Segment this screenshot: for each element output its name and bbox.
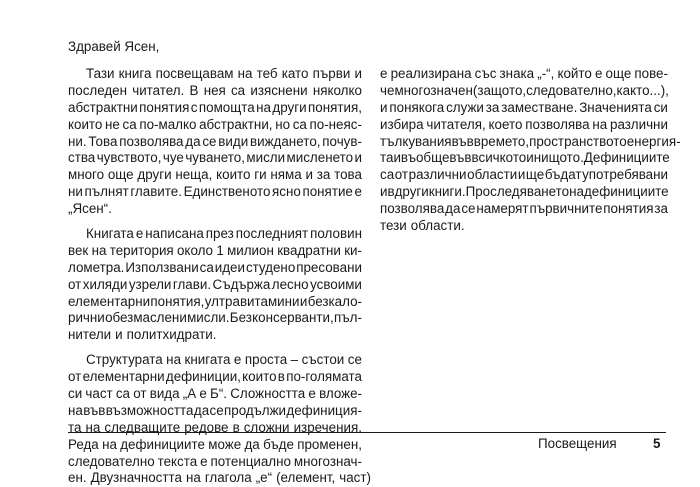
text-line: които не са по-малко абстрактни, но са по-неяс-: [68, 116, 362, 132]
text-line: та на следващите редове в сложни изречения.: [68, 419, 362, 435]
text-line: последен читател. В нея са изяснени няколко: [68, 82, 362, 98]
paragraph-gap: [68, 218, 362, 226]
text-line: следователно текста е потенциално многознач-: [68, 453, 362, 469]
text-line: ен. Двузначността на глагола „е“ (елемент, част): [68, 470, 371, 486]
text-line: та и въобще във всичкото и нищото. Дефинициите: [380, 150, 670, 166]
text-line: и в други книги. Проследяването на дефинициите: [380, 184, 669, 200]
text-line: ни. Това позволява да се види вижданетo, почув-: [68, 133, 362, 149]
text-line: избира читателя, което позволява на различни: [380, 116, 668, 132]
text-line: Книгата е написана през последният половин: [86, 226, 362, 242]
text-line: позволява да се намерят първичните понятия за: [380, 201, 668, 217]
text-line: е реализирана със знака „-“, който е още пове-: [380, 66, 668, 81]
text-line: си част са от вида „А е Б“. Сложността е вложе-: [68, 386, 362, 402]
left-column: [68, 66, 371, 487]
text-line: на във възможността да се продължи дефиниция-: [68, 402, 362, 418]
text-line: рични обезмаслени мисли. Без консерванти, пъл-: [68, 310, 362, 326]
text-line: че многозначен (защото, следователно, както...),: [380, 82, 669, 98]
text-line: са от различни области и ще бъдат употребявани: [380, 167, 668, 183]
text-line: Тази книга посвещавам на теб като първи и: [86, 66, 362, 81]
text-line: век на територия около 1 милион квадратни ки-: [68, 242, 362, 258]
text-line: елементарни понятия, ултравитамини и безкало-: [68, 293, 362, 309]
text-line: ни пълнят главите. Единственото ясно понятие е: [68, 184, 362, 200]
text-line: тези области.: [380, 218, 465, 234]
text-line: абстрактни понятия с помощта на други понятия,: [68, 99, 362, 115]
running-footer-title: Посвещения: [538, 436, 617, 451]
text-line: Структурата на книгата е проста – състои се: [86, 352, 362, 368]
paragraph: [380, 66, 681, 235]
paragraph-gap: [68, 344, 362, 352]
right-column: [380, 66, 681, 235]
page-number: 5: [653, 436, 661, 451]
text-line: „Ясен“.: [68, 201, 112, 217]
paragraph: [68, 352, 371, 487]
text-line: и понякога служи за заместване. Значенията си: [380, 99, 668, 115]
paragraph: [68, 66, 362, 218]
greeting: Здравей Ясен,: [68, 39, 160, 54]
footer-rule: [68, 432, 666, 433]
text-line: нители и политхидрати.: [68, 327, 217, 343]
text-line: лометра. Използвани са идеи студено пресовани: [68, 259, 362, 275]
text-line: много още други неща, които ги няма и за това: [68, 167, 362, 183]
text-line: тълкувания във времето, пространството енергия-: [380, 133, 681, 149]
paragraph: [68, 226, 362, 344]
text-line: Реда на дефинициите може да бъде променен,: [68, 436, 362, 452]
text-line: от елементарни дефиниции, които в по-голямата: [68, 369, 362, 385]
text-line: ства чувството, чуе чуването, мисли мисленето и: [68, 150, 362, 166]
text-line: от хиляди узрели глави. Съдържа лесно усвоими: [68, 276, 362, 292]
